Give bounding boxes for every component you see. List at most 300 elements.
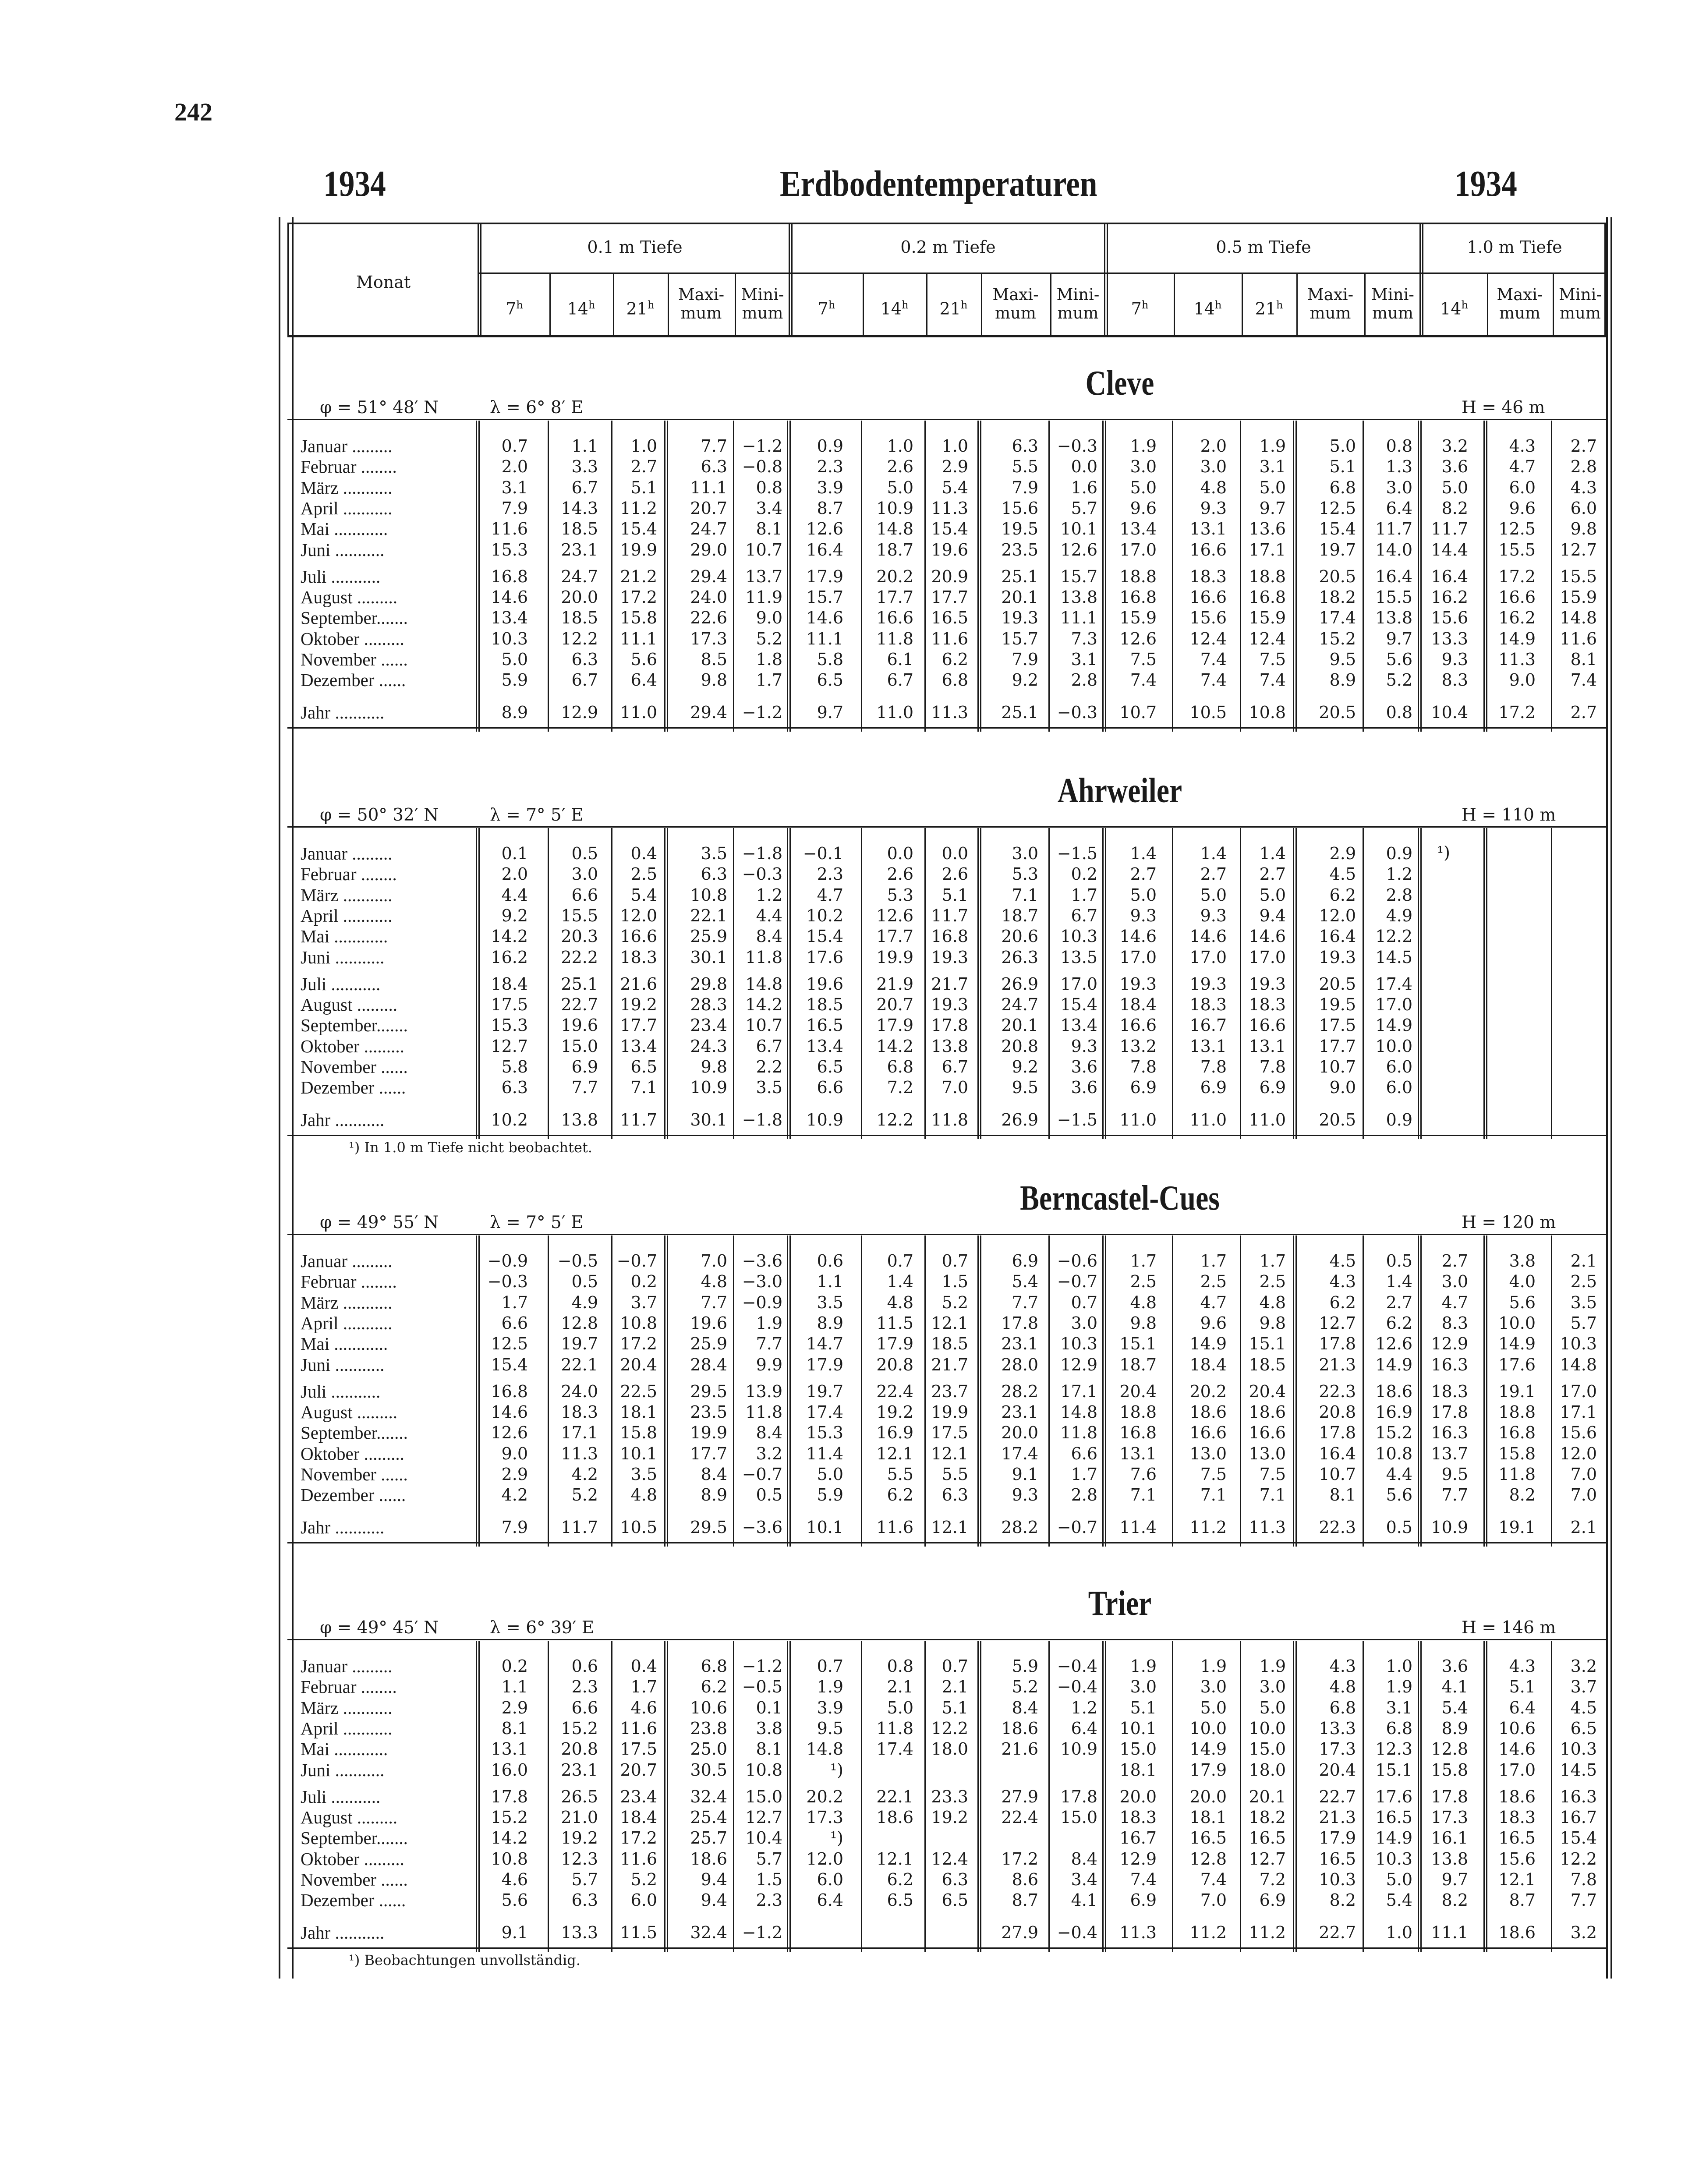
table-cell: 3.7: [630, 1292, 657, 1312]
table-cell: 18.5: [1249, 1355, 1286, 1374]
table-cell: 5.0: [817, 1465, 843, 1484]
table-cell: 8.9: [1441, 1718, 1468, 1738]
table-cell: 18.3: [620, 947, 657, 967]
column-separator: [980, 421, 981, 732]
column-separator: [1102, 1641, 1104, 1952]
table-cell: 7.8: [1130, 1057, 1157, 1076]
table-cell: 2.0: [1200, 436, 1227, 456]
table-cell: 17.5: [620, 1739, 657, 1759]
table-cell: 6.5: [817, 670, 843, 690]
table-cell: 20.5: [1319, 566, 1356, 586]
table-cell: 8.1: [501, 1718, 528, 1738]
table-cell: 16.4: [1319, 1444, 1356, 1463]
table-cell: 16.8: [1249, 588, 1286, 607]
table-cell: 20.1: [1001, 1016, 1038, 1035]
year-cell: 26.9: [1001, 1110, 1038, 1129]
table-cell: 7.7: [701, 436, 727, 456]
table-cell: 2.5: [1200, 1272, 1227, 1292]
table-cell: 11.6: [931, 629, 968, 648]
year-cell: 11.3: [1119, 1922, 1157, 1942]
table-cell: 7.5: [1259, 1465, 1286, 1484]
table-cell: 16.8: [1119, 588, 1157, 607]
section-rule: [287, 727, 1606, 729]
table-cell: 24.3: [690, 1036, 727, 1056]
frame-line: [1606, 217, 1608, 1979]
table-cell: 17.9: [806, 566, 843, 586]
table-cell: 3.8: [756, 1718, 782, 1738]
table-cell: 7.2: [1259, 1870, 1286, 1889]
table-cell: 23.1: [1001, 1334, 1038, 1354]
table-cell: 2.3: [756, 1890, 782, 1910]
table-cell: 12.2: [561, 629, 598, 648]
table-cell: 18.3: [1431, 1381, 1468, 1401]
table-cell: 21.2: [620, 566, 657, 586]
table-cell: 13.8: [931, 1036, 968, 1056]
table-cell: 18.3: [1119, 1808, 1157, 1827]
year-cell: 22.3: [1319, 1517, 1356, 1537]
table-cell: 5.4: [1012, 1272, 1038, 1292]
table-cell: 4.7: [1441, 1292, 1468, 1312]
table-cell: 6.8: [701, 1657, 727, 1676]
table-cell: 10.0: [1189, 1718, 1227, 1738]
table-cell: 25.1: [1001, 566, 1038, 586]
table-cell: −1.8: [742, 844, 782, 863]
table-cell: 8.1: [756, 519, 782, 539]
table-cell: 8.4: [1012, 1698, 1038, 1717]
table-cell: 22.4: [1001, 1808, 1038, 1827]
station-longitude: λ = 6° 39′ E: [490, 1618, 595, 1638]
table-cell: 18.3: [1189, 566, 1227, 586]
table-cell: 18.4: [491, 974, 528, 994]
table-cell: 1.1: [817, 1272, 843, 1292]
table-cell: 3.4: [1071, 1870, 1097, 1889]
table-cell: 5.4: [630, 885, 657, 905]
station-longitude: λ = 6° 8′ E: [490, 398, 584, 418]
table-cell: 14.9: [1189, 1739, 1227, 1759]
table-cell: 12.5: [1498, 519, 1536, 539]
maximum-header: [1296, 286, 1364, 322]
table-cell: 12.1: [1498, 1870, 1536, 1889]
table-cell: 3.2: [1570, 1657, 1597, 1676]
year-cell: 30.1: [690, 1110, 727, 1129]
table-cell: 9.1: [1012, 1465, 1038, 1484]
table-cell: 16.5: [1375, 1808, 1412, 1827]
year-cell: 28.2: [1001, 1517, 1038, 1537]
table-cell: 12.9: [1060, 1355, 1097, 1374]
table-cell: 3.6: [1071, 1078, 1097, 1097]
table-cell: 9.6: [1509, 498, 1536, 518]
hour-superscript: h: [828, 299, 835, 311]
header-line: Maxi-: [1307, 285, 1354, 304]
month-label: September.......: [301, 1423, 408, 1443]
table-cell: 17.5: [491, 995, 528, 1015]
table-cell: 8.3: [1441, 670, 1468, 690]
column-separator: [1172, 828, 1173, 1139]
table-cell: 25.1: [561, 974, 598, 994]
year-cell: 9.1: [501, 1922, 528, 1942]
table-cell: 7.9: [1012, 650, 1038, 669]
hour-header: 14$^h$: [1193, 299, 1222, 319]
table-cell: 3.0: [1259, 1677, 1286, 1697]
depth-header: 1.0 m Tiefe: [1467, 237, 1562, 257]
table-cell: 7.7: [571, 1078, 598, 1097]
table-cell: 8.7: [1509, 1890, 1536, 1910]
table-cell: −1.2: [742, 436, 782, 456]
table-cell: 20.4: [1319, 1760, 1356, 1780]
year-cell: 0.5: [1386, 1517, 1412, 1537]
month-label: Juni ...........: [301, 947, 385, 967]
table-cell: 7.1: [1259, 1485, 1286, 1505]
table-cell: 19.6: [931, 540, 968, 559]
table-cell: 12.7: [1560, 540, 1597, 559]
station-latitude: φ = 49° 55′ N: [320, 1213, 439, 1232]
station-name: Trier: [1088, 1584, 1152, 1623]
month-label: Juli ...........: [301, 1786, 381, 1807]
table-cell: 5.0: [1259, 885, 1286, 905]
table-cell: 17.9: [876, 1334, 913, 1354]
table-cell: 16.5: [1498, 1828, 1536, 1848]
table-cell: 1.9: [1130, 436, 1157, 456]
table-cell: 8.1: [1570, 650, 1597, 669]
table-cell: 5.6: [1386, 1485, 1412, 1505]
table-cell: 25.7: [690, 1828, 727, 1848]
table-cell: −0.7: [616, 1251, 657, 1271]
table-cell: 14.4: [1431, 540, 1468, 559]
year-label: Jahr ...........: [301, 1109, 385, 1130]
month-label: Januar .........: [301, 843, 393, 864]
month-label: August .........: [301, 1402, 397, 1423]
table-cell: 21.6: [620, 974, 657, 994]
table-cell: 9.3: [1441, 650, 1468, 669]
table-cell: 3.6: [1441, 457, 1468, 477]
table-cell: 9.3: [1130, 906, 1157, 925]
table-cell: 5.2: [941, 1292, 968, 1312]
table-cell: 15.0: [1119, 1739, 1157, 1759]
table-cell: 7.0: [1570, 1485, 1597, 1505]
table-cell: −0.5: [557, 1251, 598, 1271]
year-cell: 18.6: [1498, 1922, 1536, 1942]
table-cell: 15.8: [620, 1423, 657, 1443]
table-cell: 17.0: [1189, 947, 1227, 967]
table-cell: 1.9: [756, 1313, 782, 1333]
year-cell: 10.5: [620, 1517, 657, 1537]
month-label: März ...........: [301, 1292, 393, 1313]
header-line: Mini-: [1056, 285, 1100, 304]
table-cell: 12.0: [1560, 1444, 1597, 1463]
table-cell: 5.9: [817, 1485, 843, 1505]
table-cell: 3.0: [1130, 457, 1157, 477]
table-cell: 19.2: [620, 995, 657, 1015]
month-label: Januar .........: [301, 1656, 393, 1676]
table-cell: 17.7: [690, 1444, 727, 1463]
header-line: mum: [680, 304, 722, 322]
month-label: November ......: [301, 1464, 408, 1484]
table-cell: 7.1: [1200, 1485, 1227, 1505]
table-cell: 6.8: [1329, 1698, 1356, 1717]
table-cell: −0.6: [1057, 1251, 1097, 1271]
table-cell: 0.0: [941, 844, 968, 863]
table-cell: 7.5: [1130, 650, 1157, 669]
table-cell: 14.8: [876, 519, 913, 539]
table-cell: 11.8: [1060, 1423, 1097, 1443]
table-cell: 18.8: [1119, 566, 1157, 586]
table-cell: 15.7: [1060, 566, 1097, 586]
table-cell: 19.9: [931, 1402, 968, 1422]
table-cell: 13.8: [1431, 1849, 1468, 1869]
year-cell: 11.7: [620, 1110, 657, 1129]
table-cell: 16.5: [1319, 1849, 1356, 1869]
table-cell: 0.8: [887, 1657, 913, 1676]
table-cell: 3.5: [1570, 1292, 1597, 1312]
table-cell: 7.5: [1200, 1465, 1227, 1484]
table-cell: 14.8: [1060, 1402, 1097, 1422]
month-label: März ...........: [301, 477, 393, 498]
header-separator: [1487, 273, 1488, 336]
column-separator: [1295, 421, 1297, 732]
table-cell: 17.8: [1319, 1423, 1356, 1443]
table-cell: 14.5: [1375, 947, 1412, 967]
table-cell: 12.7: [745, 1808, 782, 1827]
year-cell: 11.8: [931, 1110, 968, 1129]
table-cell: 9.3: [1200, 498, 1227, 518]
year-cell: −1.2: [742, 1922, 782, 1942]
table-cell: 5.0: [1259, 478, 1286, 497]
table-cell: 13.7: [1431, 1444, 1468, 1463]
table-cell: 8.2: [1441, 498, 1468, 518]
table-cell: 15.4: [1060, 995, 1097, 1015]
hour-header: 21$^h$: [626, 299, 655, 319]
table-cell: 15.2: [1375, 1423, 1412, 1443]
maximum-header: [981, 286, 1050, 322]
header-separator: [791, 224, 793, 336]
table-cell: 19.2: [876, 1402, 913, 1422]
table-cell: 10.3: [1319, 1870, 1356, 1889]
table-cell: 3.1: [1259, 457, 1286, 477]
month-label: Februar ........: [301, 1271, 397, 1292]
table-cell: 14.9: [1498, 629, 1536, 648]
table-cell: 0.2: [501, 1657, 528, 1676]
year-cell: 10.8: [1249, 702, 1286, 722]
table-cell: 15.6: [1431, 608, 1468, 628]
table-cell: 1.7: [501, 1292, 528, 1312]
table-cell: 5.0: [1200, 1698, 1227, 1717]
table-cell: 6.3: [941, 1485, 968, 1505]
table-cell: 16.1: [1431, 1828, 1468, 1848]
table-cell: 6.9: [1130, 1078, 1157, 1097]
hour-header: 7$^h$: [506, 299, 523, 319]
year-cell: 7.9: [501, 1517, 528, 1537]
table-cell: 12.1: [876, 1444, 913, 1463]
table-cell: 16.2: [1431, 588, 1468, 607]
table-cell: 15.7: [1001, 629, 1038, 648]
table-cell: 0.6: [817, 1251, 843, 1271]
table-cell: 20.8: [1319, 1402, 1356, 1422]
station-name: Ahrweiler: [1057, 772, 1182, 810]
month-label: April ...........: [301, 905, 393, 926]
table-cell: 0.5: [571, 844, 598, 863]
table-cell: 14.9: [1375, 1828, 1412, 1848]
table-cell: 28.0: [1001, 1355, 1038, 1374]
table-cell: 16.6: [1119, 1016, 1157, 1035]
table-cell: 13.8: [1375, 608, 1412, 628]
table-cell: 21.3: [1319, 1355, 1356, 1374]
table-cell: 8.5: [701, 650, 727, 669]
year-cell: 11.0: [1119, 1110, 1157, 1129]
table-cell: 3.0: [1130, 1677, 1157, 1697]
header-separator: [613, 273, 614, 336]
table-cell: 6.0: [630, 1890, 657, 1910]
station-name: Berncastel-Cues: [1020, 1179, 1220, 1218]
table-cell: 17.7: [620, 1016, 657, 1035]
table-cell: 20.2: [806, 1787, 843, 1806]
table-cell: 15.8: [1431, 1760, 1468, 1780]
table-cell: 6.6: [501, 1313, 528, 1333]
table-cell: 20.3: [561, 927, 598, 946]
column-separator: [664, 828, 665, 1139]
table-cell: 1.7: [756, 670, 782, 690]
year-cell: 12.9: [561, 702, 598, 722]
table-cell: 29.0: [690, 540, 727, 559]
table-cell: 9.8: [1570, 519, 1597, 539]
year-cell: 11.4: [1119, 1517, 1157, 1537]
table-cell: 20.7: [690, 498, 727, 518]
header-line: Mini-: [1371, 285, 1414, 304]
table-cell: 28.3: [690, 995, 727, 1015]
table-cell: 26.5: [561, 1787, 598, 1806]
table-cell: 13.2: [1119, 1036, 1157, 1056]
table-cell: 10.8: [620, 1313, 657, 1333]
table-cell: 14.8: [806, 1739, 843, 1759]
table-cell: 17.8: [491, 1787, 528, 1806]
table-cell: 12.9: [1119, 1849, 1157, 1869]
table-cell: 3.1: [1386, 1698, 1412, 1717]
column-separator: [667, 1641, 668, 1952]
table-cell: 16.4: [1431, 566, 1468, 586]
table-cell: 8.4: [756, 927, 782, 946]
table-cell: 24.0: [561, 1381, 598, 1401]
table-cell: 6.0: [1386, 1057, 1412, 1076]
table-cell: 14.2: [491, 927, 528, 946]
table-cell: 12.4: [1249, 629, 1286, 648]
table-cell: 15.4: [806, 927, 843, 946]
table-cell: 4.3: [1570, 478, 1597, 497]
table-cell: 16.6: [1189, 1423, 1227, 1443]
table-cell: 20.8: [1001, 1036, 1038, 1056]
table-cell: 13.4: [1060, 1016, 1097, 1035]
table-cell: 12.2: [1560, 1849, 1597, 1869]
table-cell: 11.3: [931, 498, 968, 518]
table-cell: 6.8: [1329, 478, 1356, 497]
month-label: Oktober .........: [301, 1443, 404, 1464]
table-cell: 3.6: [1441, 1657, 1468, 1676]
header-line: mum: [1499, 304, 1540, 322]
hour-header: 14$^h$: [880, 299, 909, 319]
table-cell: 14.6: [1119, 927, 1157, 946]
table-cell: 0.5: [756, 1485, 782, 1505]
month-label: Februar ........: [301, 1677, 397, 1697]
table-cell: 8.1: [1329, 1485, 1356, 1505]
table-cell: 18.5: [561, 608, 598, 628]
table-cell: 5.2: [571, 1485, 598, 1505]
table-cell: 14.9: [1375, 1355, 1412, 1374]
column-separator: [980, 1235, 981, 1547]
table-cell: 6.6: [571, 885, 598, 905]
table-cell: 16.4: [1375, 566, 1412, 586]
table-cell: 5.3: [1012, 864, 1038, 884]
table-cell: 11.7: [1375, 519, 1412, 539]
header-divider: [479, 273, 1608, 274]
table-cell: 18.3: [1498, 1808, 1536, 1827]
table-cell: 1.1: [571, 436, 598, 456]
table-cell: 18.6: [1498, 1787, 1536, 1806]
table-cell: 1.4: [1259, 844, 1286, 863]
table-cell: 17.1: [1249, 540, 1286, 559]
month-label: September.......: [301, 1828, 408, 1848]
table-cell: 13.3: [1431, 629, 1468, 648]
minimum-header: [735, 286, 790, 322]
month-label: September.......: [301, 608, 408, 628]
table-cell: 0.1: [501, 844, 528, 863]
year-cell: 19.1: [1498, 1517, 1536, 1537]
table-cell: 9.5: [817, 1718, 843, 1738]
table-cell: 6.2: [701, 1677, 727, 1697]
table-cell: 14.6: [1498, 1739, 1536, 1759]
table-cell: 14.6: [1189, 927, 1227, 946]
table-cell: 0.6: [571, 1657, 598, 1676]
table-cell: 8.2: [1329, 1890, 1356, 1910]
table-cell: −1.2: [742, 1657, 782, 1676]
table-cell: 17.2: [620, 1334, 657, 1354]
table-cell: 9.3: [1012, 1485, 1038, 1505]
table-cell: 16.8: [1498, 1423, 1536, 1443]
station-height: H = 46 m: [1462, 398, 1545, 418]
table-cell: 2.8: [1071, 670, 1097, 690]
table-cell: 15.7: [806, 588, 843, 607]
table-cell: 9.8: [701, 1057, 727, 1076]
table-cell: 12.7: [1249, 1849, 1286, 1869]
year-cell: 20.5: [1319, 702, 1356, 722]
table-cell: 20.1: [1001, 588, 1038, 607]
column-separator: [980, 828, 981, 1139]
table-cell: 18.6: [1189, 1402, 1227, 1422]
table-cell: 6.2: [941, 650, 968, 669]
table-cell: 10.8: [745, 1760, 782, 1780]
table-cell: 6.4: [817, 1890, 843, 1910]
table-cell: 6.0: [1570, 498, 1597, 518]
table-cell: 1.7: [1200, 1251, 1227, 1271]
table-cell: 17.7: [876, 588, 913, 607]
table-cell: 11.2: [620, 498, 657, 518]
table-cell: 4.7: [817, 885, 843, 905]
table-cell: 11.1: [806, 629, 843, 648]
table-cell: 1.7: [630, 1677, 657, 1697]
page-title: Erdbodentemperaturen: [780, 163, 1097, 204]
table-cell: 5.5: [887, 1465, 913, 1484]
table-cell: 14.6: [1249, 927, 1286, 946]
table-cell: 17.9: [806, 1355, 843, 1374]
year-cell: 22.7: [1319, 1922, 1356, 1942]
table-cell: 22.5: [620, 1381, 657, 1401]
table-cell: 10.6: [1498, 1718, 1536, 1738]
table-cell: 9.8: [701, 670, 727, 690]
month-label: April ...........: [301, 1718, 393, 1738]
table-cell: 1.0: [941, 436, 968, 456]
table-cell: ¹): [830, 1828, 843, 1848]
table-cell: 6.4: [1071, 1718, 1097, 1738]
table-cell: 12.7: [491, 1036, 528, 1056]
table-cell: 12.6: [1060, 540, 1097, 559]
table-cell: 19.3: [1119, 974, 1157, 994]
